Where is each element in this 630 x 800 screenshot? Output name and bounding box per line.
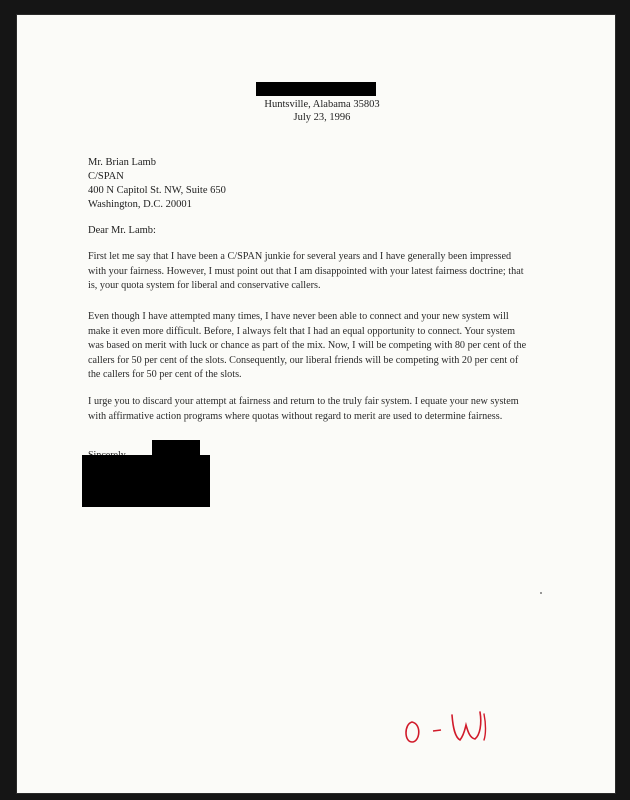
- body-paragraph-1: First let me say that I have been a C/SPAN junkie for several years and I have generally been impressed with your fairness. However, I must point out that I am disappointed with your latest fairness doctrine; that is, your quota system for liberal and conservative callers.: [88, 251, 524, 291]
- letter-page: [16, 14, 616, 794]
- handwritten-w-tail: [484, 714, 486, 740]
- recipient-address: [88, 156, 226, 212]
- body-paragraph-3: I urge you to discard your attempt at fairness and return to the truly fair system. I equate your new system with affirmative action programs where quotas without regard to merit are used to determine fairness.: [88, 396, 519, 422]
- redacted-signature-block: [82, 455, 210, 507]
- recipient-name: Mr. Brian Lamb: [88, 157, 156, 168]
- sender-city-line: Huntsville, Alabama 35803: [264, 99, 380, 110]
- recipient-organization: C/SPAN: [88, 171, 124, 182]
- letter-date: July 23, 1996: [293, 112, 351, 123]
- salutation: Dear Mr. Lamb:: [88, 225, 156, 236]
- recipient-street: 400 N Capitol St. NW, Suite 650: [88, 185, 226, 196]
- redacted-signature-top: [152, 440, 200, 456]
- body-paragraph-2: Even though I have attempted many times, I have never been able to connect and your new system will make it even more difficult. Before, I always felt that I had an equal opportunity to connect. Your system was based on merit with luck or chance as part of the mix. Now, I will be competing with 80 per cent of the callers for 50 per cent of the slots. Consequently, our liberal friends will be competing with 20 per cent of the callers for 50 per cent of the slots.: [88, 311, 527, 380]
- handwritten-annotation: [400, 704, 510, 754]
- redacted-sender-name: [256, 82, 376, 96]
- handwritten-o: [406, 722, 419, 742]
- handwritten-w: [452, 712, 481, 740]
- recipient-city: Washington, D.C. 20001: [88, 199, 192, 210]
- paper-speck: [540, 592, 542, 594]
- handwritten-dash: [433, 730, 441, 731]
- sender-header: [232, 98, 412, 124]
